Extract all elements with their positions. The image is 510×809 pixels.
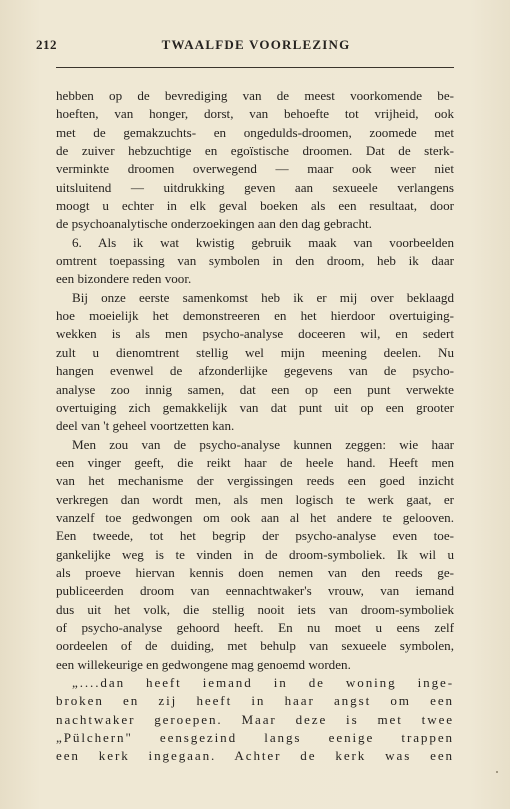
text-line: zult u dienomtrent stellig wel mijn meening deelen. Nu [56, 344, 454, 360]
text-line: een vinger geeft, die reikt haar de heele hand. Heeft men [56, 454, 454, 470]
text-line: analyse zoo innig samen, dat een op een punt verwekte [56, 381, 454, 397]
text-line: Men zou van de psycho-analyse kunnen zeggen: wie haar [72, 436, 454, 452]
text-line: een willekeurige en gedwongene mag genoemd worden. [56, 656, 351, 672]
text-line: van het mechanisme der vergissingen reeds een goed inzicht [56, 473, 454, 489]
text-line: dus uit het volk, die stellig nooit iets van droom-symboliek [56, 601, 454, 617]
text-line: verkregen dan wordt men, als men logisch te werk gaat, er [56, 491, 454, 507]
text-line: 6. Als ik wat kwistig gebruik maak van voorbeelden [72, 234, 454, 250]
page-number: 212 [36, 37, 57, 52]
text-line: de zuiver hebzuchtige en egoïstische droomen. Dat de sterk- [56, 143, 454, 159]
text-line: of psycho-analyse gehoord heeft. En nu moet u eens zelf [56, 619, 454, 635]
text-line: hoeften, van honger, dorst, van behoefte tot vrijheid, ook [56, 106, 454, 122]
header-rule [56, 67, 454, 68]
text-line: wekken is als men psycho-analyse doceeren wil, en sedert [56, 326, 454, 342]
text-line: hangen evenwel de afzonderlijke gegevens van de psycho- [56, 363, 454, 379]
quote-line: „Pülchern" eensgezind langs eenige trappen [56, 730, 454, 746]
paper-speck [496, 771, 498, 773]
quote-line: „....dan heeft iemand in de woning inge- [72, 675, 454, 690]
text-line: vanzelf toe gedwongen om ook aan al het andere te gelooven. [56, 509, 454, 525]
text-line: met de gemakzuchts- en ongedulds-droomen, zoomede met [56, 124, 454, 140]
text-line: een bizondere reden voor. [56, 271, 192, 287]
text-line: Bij onze eerste samenkomst heb ik er mij over beklaagd [72, 289, 454, 305]
text-line: verminkte droomen overwegend — maar ook weer niet [56, 161, 454, 177]
body-text [56, 87, 454, 766]
running-head [36, 37, 476, 61]
text-line: publiceerden droom van eennachtwaker's vrouw, van iemand [56, 583, 454, 599]
text-line: uitsluitend — uitdrukking geven aan sexueele verlangens [56, 179, 454, 195]
text-line: gankelijke weg is te vinden in de droom-symboliek. Ik wil u [56, 546, 454, 562]
text-line: de psychoanalytische onderzoekingen aan den dag gebracht. [56, 216, 372, 232]
chapter-title: TWAALFDE VOORLEZING [161, 37, 351, 52]
quote-line: broken en zij heeft in haar angst om een [56, 693, 454, 709]
text-line: moogt u echter in elk geval boeken als een resultaat, door [56, 198, 454, 214]
quote-line: een kerk ingegaan. Achter de kerk was een [56, 748, 454, 764]
text-line: hebben op de bevrediging van de meest voorkomende be- [56, 88, 454, 103]
text-line: overtuiging zich gemakkelijk van dat punt uit op een grooter [56, 399, 454, 415]
text-line: deel van 't geheel voortzetten kan. [56, 418, 235, 434]
text-line: oordeelen of de duiding, met behulp van sexueele symbolen, [56, 638, 454, 654]
text-line: Een tweede, tot het begrip der psycho-analyse even toe- [56, 528, 454, 544]
text-line: omtrent toepassing van symbolen in den droom, heb ik daar [56, 253, 454, 269]
text-line: hoe moeielijk het demonstreeren en het hierdoor overtuiging- [56, 308, 454, 324]
text-line: als proeve hiervan kennis doen nemen van den reeds ge- [56, 564, 454, 580]
quote-line: nachtwaker geroepen. Maar deze is met twee [56, 711, 454, 727]
